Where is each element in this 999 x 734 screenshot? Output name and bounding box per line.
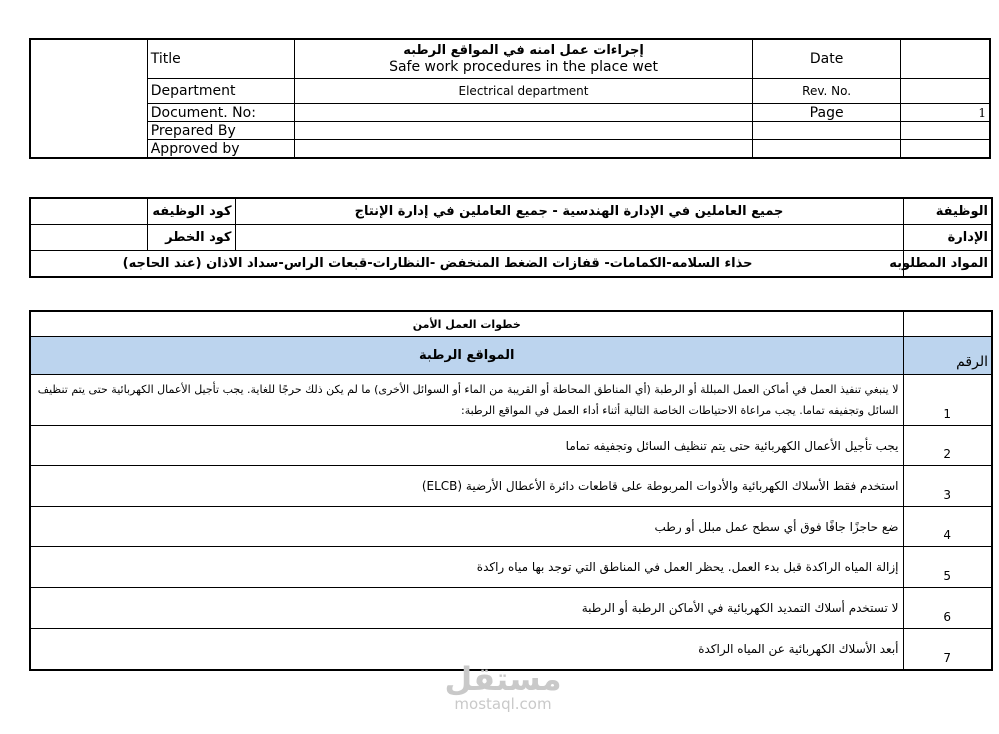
page-label: Page [752, 104, 900, 122]
rev-label: Rev. No. [752, 79, 900, 104]
step-text: ضع حاجزًا جافًا فوق أي سطح عمل مبلل أو رطب [30, 507, 903, 547]
title-label: Title [147, 39, 294, 79]
docno-value [295, 104, 753, 122]
logo-cell [30, 39, 147, 158]
table-row [30, 547, 992, 588]
job-info-table [29, 197, 993, 278]
step-number: 3 [903, 466, 992, 507]
safe-work-steps-table [29, 310, 993, 671]
prepared-label: Prepared By [147, 122, 294, 140]
materials-label: المواد المطلوبه [903, 251, 992, 278]
department-value: Electrical department [295, 79, 753, 104]
title-value [295, 39, 753, 79]
number-label: الرقم [903, 337, 992, 375]
dept-value [235, 225, 903, 251]
watermark-url: mostaql.com [454, 695, 552, 713]
watermark [438, 662, 568, 712]
job-label: الوظيفة [903, 198, 992, 225]
step-number: 4 [903, 507, 992, 547]
table-row [30, 426, 992, 466]
rev-value [901, 79, 990, 104]
watermark-arabic: مستقل [444, 660, 562, 698]
table-row [30, 375, 992, 426]
step-number: 5 [903, 547, 992, 588]
dept-empty [30, 225, 147, 251]
page-value: 1 [901, 104, 990, 122]
approved-label: Approved by [147, 140, 294, 159]
prepared-empty-1 [752, 122, 900, 140]
table-row [30, 588, 992, 629]
step-text: استخدم فقط الأسلاك الكهربائية والأدوات المربوطة على قاطعات دائرة الأعطال الأرضية (ELCB) [30, 466, 903, 507]
title-english: Safe work procedures in the place wet [389, 59, 658, 75]
step-number: 6 [903, 588, 992, 629]
docno-label: Document. No: [147, 104, 294, 122]
step-number: 1 [903, 375, 992, 426]
department-label: Department [147, 79, 294, 104]
date-value [901, 39, 990, 79]
date-label: Date [752, 39, 900, 79]
title-arabic: إجراءات عمل امنه في المواقع الرطبه [403, 43, 644, 58]
dept-label: الإدارة [903, 225, 992, 251]
step-number: 7 [903, 629, 992, 671]
section-title-empty [903, 311, 992, 337]
step-text: إزالة المياه الراكدة قبل بدء العمل. يحظر العمل في المناطق التي توجد بها مياه راكدة [30, 547, 903, 588]
job-code-label: كود الوظيفه [147, 198, 235, 225]
approved-empty-2 [901, 140, 990, 159]
approved-empty-1 [752, 140, 900, 159]
step-text: لا تستخدم أسلاك التمديد الكهربائية في الأماكن الرطبة أو الرطبة [30, 588, 903, 629]
prepared-empty-2 [901, 122, 990, 140]
table-row [30, 466, 992, 507]
table-row [30, 507, 992, 547]
step-text: أبعد الأسلاك الكهربائية عن المياه الراكدة [30, 629, 903, 671]
document-header-table [29, 38, 991, 159]
risk-code-label: كود الخطر [147, 225, 235, 251]
subsection-title: المواقع الرطبة [30, 337, 903, 375]
job-empty [30, 198, 147, 225]
step-text: لا ينبغي تنفيذ العمل في أماكن العمل المبللة أو الرطبة (أي المناطق المحاطة أو القريبة من الماء أو السوائل الأخرى) ما لم يكن ذلك حرجًا للغاية. يجب تأجيل الأعمال الكهربائية حتى يتم تنظيف السائل وتجفيفه تماما. يجب مراعاة الاحتياطات الخاصة التالية أثناء أداء العمل في المواقع الرطبة: [30, 375, 903, 426]
step-text: يجب تأجيل الأعمال الكهربائية حتى يتم تنظيف السائل وتجفيفه تماما [30, 426, 903, 466]
section-title: خطوات العمل الأمن [30, 311, 903, 337]
approved-value [295, 140, 753, 159]
step-number: 2 [903, 426, 992, 466]
prepared-value [295, 122, 753, 140]
job-value: جميع العاملين في الإدارة الهندسية - جميع العاملين في إدارة الإنتاج [235, 198, 903, 225]
materials-value: حذاء السلامه-الكمامات- قفازات الضغط المنخفض -النظارات-قبعات الراس-سداد الاذان (عند الحاجه) [30, 251, 903, 278]
